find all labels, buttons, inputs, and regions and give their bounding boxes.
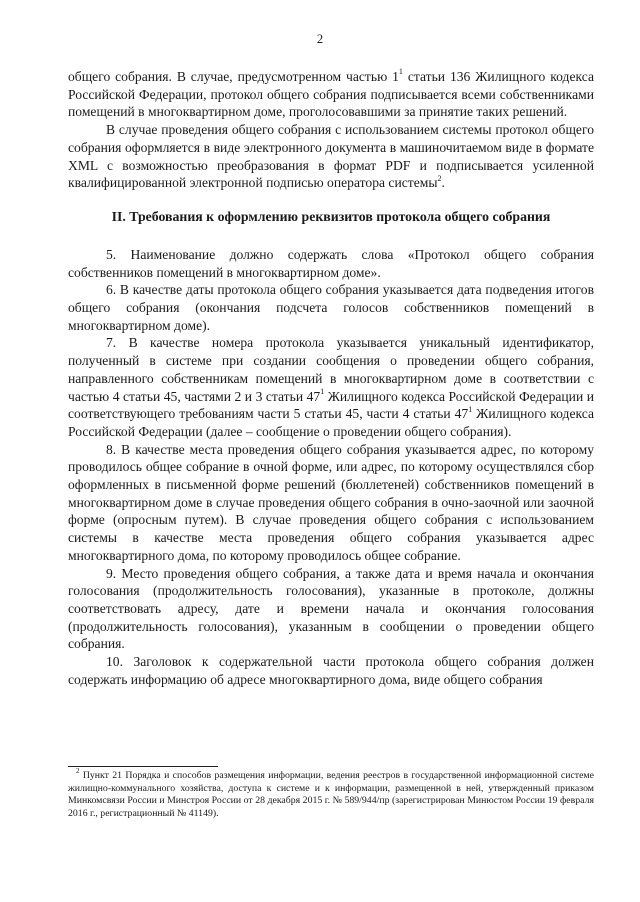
- paragraph-text-tail: Жилищного кодекса Российской Федерации (далее – сообщение о проведении общего собрания).: [68, 406, 594, 439]
- paragraph-text-tail: статьи 136 Жилищного кодекса Российской Федерации, протокол общего собрания подписывается всеми собственниками помещений в многоквартирном доме, проголосовавшими за принятие таких решений.: [68, 69, 594, 120]
- item-10: 10. Заголовок к содержательной части протокола общего собрания должен содержать информацию об адресе многоквартирного дома, виде общего собрания: [68, 654, 594, 687]
- superscript-marker: 1: [320, 387, 325, 397]
- page-number: 2: [316, 32, 324, 46]
- item-9: 9. Место проведения общего собрания, а также дата и время начала и окончания голосования (продолжительность голосования), указанные в протоколе, должны соответствовать адресу, дате и времени начала и окончания голосования (продолжительность голосования), указанным в сообщении о проведении общего собрания.: [68, 565, 594, 652]
- paragraph-text: общего собрания. В случае, предусмотренном частью 1: [68, 69, 399, 84]
- footnote: [68, 766, 594, 820]
- item-8: 8. В качестве места проведения общего собрания указывается адрес, по которому проводилось общее собрание в очной форме, или адрес, по которому осуществлялся сбор оформленных в письменной форме решений (бюллетеней) собственников помещений в многоквартирном доме в случае проведения общего собрания в очно-заочной или заочной форме (опросным путем). В случае проведения общего собрания с использованием системы в качестве места проведения общего собрания указывается адрес многоквартирного дома, по которому проводилось общее собрание.: [68, 441, 594, 563]
- footnote-text: Пункт 21 Порядка и способов размещения информации, ведения реестров в государственной информационной системе жилищно-коммунального хозяйства, доступа к системе и к информации, размещенной в ней, утвержденный приказом Минкомсвязи России и Минстроя России от 28 декабря 2015 г. № 589/944/пр (зарегистрирован Минюстом России 19 февраля 2016 г., регистрационный № 41149).: [68, 770, 594, 819]
- paragraph-text: В случае проведения общего собрания с использованием системы протокол общего собрания оформляется в виде электронного документа в машиночитаемом виде в формате XML с возможностью преобразования в формат PDF и подписывается усиленной квалифицированной электронной подписью оператора системы: [68, 122, 594, 191]
- paragraph-intro-2: [68, 121, 594, 192]
- paragraph-text: 7. В качестве номера протокола указывается уникальный идентификатор, полученный в системе при создании сообщения о проведении общего собрания, направленного собственникам помещений в многоквартирном доме в соответствии с частью 4 статьи 45, частями 2 и 3 статьи 47: [68, 335, 594, 404]
- item-7: [68, 334, 594, 440]
- item-6: 6. В качестве даты протокола общего собрания указывается дата подведения итогов общего собрания (окончания подсчета голосов собственников помещений в многоквартирном доме).: [68, 282, 594, 333]
- paragraph-text-mid: Жилищного кодекса Российской Федерации и соответствующего требованиям части 5 статьи 45, части 4 статьи 47: [68, 388, 595, 422]
- footnote-divider: [68, 766, 218, 767]
- document-body: [68, 68, 594, 689]
- footnote-marker: 2: [76, 766, 80, 775]
- item-5: 5. Наименование должно содержать слова «Протокол общего собрания собственников помещений в многоквартирном доме».: [68, 246, 594, 280]
- section-heading: II. Требования к оформлению реквизитов протокола общего собрания: [111, 208, 551, 224]
- superscript-marker: 1: [398, 67, 403, 77]
- footnote-reference[interactable]: 2: [437, 173, 442, 183]
- paragraph-text-tail: .: [441, 175, 445, 191]
- superscript-marker: 1: [468, 404, 473, 414]
- paragraph-intro-1: [68, 68, 594, 121]
